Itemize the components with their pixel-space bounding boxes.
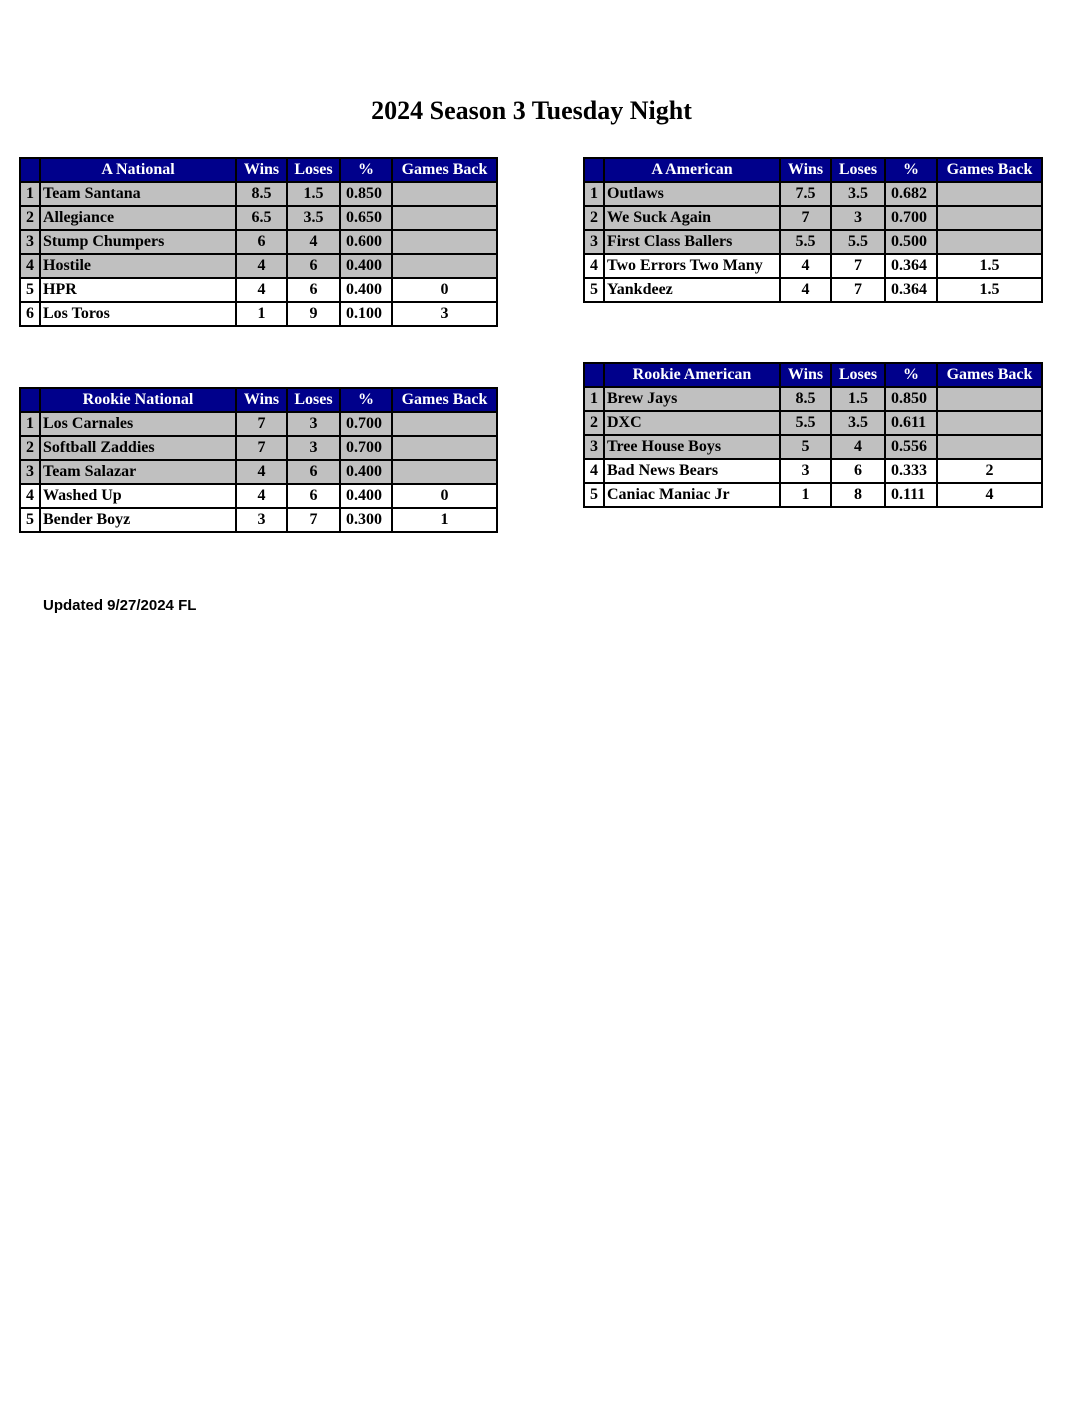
team-name-cell: DXC [604,411,780,435]
table-row [20,206,497,230]
table-row [584,206,1042,230]
standings-body [20,412,497,532]
table-row [20,254,497,278]
games-back-cell [937,182,1042,206]
rank-cell: 3 [584,435,604,459]
wins-header: Wins [236,158,287,182]
pct-cell: 0.400 [340,460,392,484]
division-name-header: A National [40,158,236,182]
loses-header: Loses [831,158,885,182]
games-back-cell [937,411,1042,435]
pct-cell: 0.364 [885,254,937,278]
games-back-cell: 1.5 [937,278,1042,302]
table-header-row [584,158,1042,182]
rookie-american-standings-table [583,362,1043,508]
games-back-cell: 1 [392,508,497,532]
loses-header: Loses [287,158,340,182]
rank-cell: 5 [584,483,604,507]
loses-cell: 3 [287,436,340,460]
wins-cell: 5 [780,435,831,459]
table-row [584,483,1042,507]
games-back-header: Games Back [937,158,1042,182]
games-back-cell [937,387,1042,411]
team-name-cell: Yankdeez [604,278,780,302]
pct-cell: 0.850 [340,182,392,206]
wins-cell: 4 [236,254,287,278]
wins-cell: 6.5 [236,206,287,230]
team-name-cell: Bad News Bears [604,459,780,483]
rank-cell: 1 [20,182,40,206]
team-name-cell: Los Toros [40,302,236,326]
table-row [584,459,1042,483]
games-back-cell [937,206,1042,230]
loses-cell: 3 [287,412,340,436]
rank-cell: 1 [584,182,604,206]
wins-cell: 1 [780,483,831,507]
team-name-cell: Brew Jays [604,387,780,411]
team-name-cell: Two Errors Two Many [604,254,780,278]
table-row [20,508,497,532]
rank-cell: 5 [20,508,40,532]
pct-cell: 0.400 [340,254,392,278]
team-name-cell: Outlaws [604,182,780,206]
loses-cell: 6 [831,459,885,483]
a-american-standings-table [583,157,1043,303]
pct-cell: 0.300 [340,508,392,532]
rank-cell: 2 [20,206,40,230]
loses-cell: 7 [831,278,885,302]
table-row [584,278,1042,302]
wins-cell: 7 [236,436,287,460]
pct-cell: 0.556 [885,435,937,459]
rank-header [20,158,40,182]
pct-header: % [340,388,392,412]
rank-cell: 2 [584,411,604,435]
pct-cell: 0.100 [340,302,392,326]
rank-cell: 6 [20,302,40,326]
page-title: 2024 Season 3 Tuesday Night [371,96,692,125]
pct-cell: 0.600 [340,230,392,254]
standings-body [584,387,1042,507]
loses-cell: 7 [831,254,885,278]
rank-cell: 2 [20,436,40,460]
loses-cell: 1.5 [287,182,340,206]
team-name-cell: Team Santana [40,182,236,206]
loses-cell: 1.5 [831,387,885,411]
table-header-row [20,158,497,182]
pct-cell: 0.682 [885,182,937,206]
pct-cell: 0.700 [340,436,392,460]
rank-header [584,363,604,387]
games-back-cell: 1.5 [937,254,1042,278]
wins-header: Wins [780,363,831,387]
wins-cell: 7.5 [780,182,831,206]
games-back-cell: 0 [392,484,497,508]
loses-cell: 3.5 [287,206,340,230]
games-back-cell [392,206,497,230]
loses-cell: 9 [287,302,340,326]
pct-cell: 0.111 [885,483,937,507]
games-back-cell [392,254,497,278]
rank-cell: 3 [20,230,40,254]
loses-cell: 6 [287,254,340,278]
wins-cell: 1 [236,302,287,326]
loses-cell: 7 [287,508,340,532]
loses-cell: 3 [831,206,885,230]
pct-cell: 0.700 [885,206,937,230]
team-name-cell: Bender Boyz [40,508,236,532]
table-row [20,412,497,436]
wins-cell: 4 [236,278,287,302]
table-row [584,411,1042,435]
rank-cell: 2 [584,206,604,230]
table-row [20,484,497,508]
wins-cell: 5.5 [780,411,831,435]
table-row [20,278,497,302]
team-name-cell: Team Salazar [40,460,236,484]
team-name-cell: Stump Chumpers [40,230,236,254]
loses-cell: 4 [831,435,885,459]
team-name-cell: Caniac Maniac Jr [604,483,780,507]
team-name-cell: Allegiance [40,206,236,230]
games-back-cell [937,435,1042,459]
wins-cell: 8.5 [780,387,831,411]
pct-header: % [885,158,937,182]
loses-cell: 6 [287,484,340,508]
table-row [20,182,497,206]
rank-cell: 4 [584,459,604,483]
loses-cell: 4 [287,230,340,254]
pct-cell: 0.400 [340,484,392,508]
wins-cell: 4 [236,484,287,508]
games-back-cell: 4 [937,483,1042,507]
table-row [584,435,1042,459]
wins-cell: 3 [236,508,287,532]
table-row [20,460,497,484]
rank-cell: 5 [584,278,604,302]
division-name-header: A American [604,158,780,182]
table-row [20,436,497,460]
wins-cell: 4 [780,254,831,278]
team-name-cell: Softball Zaddies [40,436,236,460]
team-name-cell: Hostile [40,254,236,278]
rank-cell: 4 [20,484,40,508]
wins-cell: 3 [780,459,831,483]
loses-cell: 6 [287,460,340,484]
wins-cell: 7 [236,412,287,436]
games-back-cell [392,412,497,436]
loses-cell: 6 [287,278,340,302]
team-name-cell: Tree House Boys [604,435,780,459]
pct-cell: 0.850 [885,387,937,411]
games-back-cell: 3 [392,302,497,326]
pct-cell: 0.611 [885,411,937,435]
updated-note: Updated 9/27/2024 FL [43,597,197,614]
rank-cell: 4 [20,254,40,278]
games-back-cell [392,230,497,254]
team-name-cell: HPR [40,278,236,302]
games-back-cell: 0 [392,278,497,302]
wins-cell: 7 [780,206,831,230]
games-back-cell [392,460,497,484]
loses-cell: 8 [831,483,885,507]
table-header-row [20,388,497,412]
pct-cell: 0.500 [885,230,937,254]
table-row [584,254,1042,278]
rank-cell: 5 [20,278,40,302]
pct-header: % [885,363,937,387]
games-back-header: Games Back [392,158,497,182]
team-name-cell: Los Carnales [40,412,236,436]
pct-cell: 0.400 [340,278,392,302]
games-back-cell [392,182,497,206]
loses-cell: 3.5 [831,182,885,206]
games-back-cell [937,230,1042,254]
wins-cell: 5.5 [780,230,831,254]
wins-cell: 4 [780,278,831,302]
division-name-header: Rookie National [40,388,236,412]
team-name-cell: First Class Ballers [604,230,780,254]
wins-header: Wins [236,388,287,412]
pct-cell: 0.364 [885,278,937,302]
loses-header: Loses [287,388,340,412]
pct-header: % [340,158,392,182]
standings-body [584,182,1042,302]
rookie-national-standings-table [19,387,498,533]
pct-cell: 0.650 [340,206,392,230]
games-back-cell [392,436,497,460]
rank-cell: 4 [584,254,604,278]
wins-cell: 4 [236,460,287,484]
table-row [20,230,497,254]
games-back-header: Games Back [392,388,497,412]
table-row [584,230,1042,254]
team-name-cell: We Suck Again [604,206,780,230]
pct-cell: 0.700 [340,412,392,436]
rank-cell: 3 [20,460,40,484]
standings-body [20,182,497,326]
table-row [20,302,497,326]
team-name-cell: Washed Up [40,484,236,508]
table-row [584,387,1042,411]
wins-cell: 8.5 [236,182,287,206]
rank-cell: 1 [584,387,604,411]
table-row [584,182,1042,206]
a-national-standings-table [19,157,498,327]
wins-header: Wins [780,158,831,182]
pct-cell: 0.333 [885,459,937,483]
table-header-row [584,363,1042,387]
division-name-header: Rookie American [604,363,780,387]
wins-cell: 6 [236,230,287,254]
rank-header [20,388,40,412]
loses-cell: 5.5 [831,230,885,254]
loses-cell: 3.5 [831,411,885,435]
rank-header [584,158,604,182]
games-back-cell: 2 [937,459,1042,483]
rank-cell: 1 [20,412,40,436]
loses-header: Loses [831,363,885,387]
games-back-header: Games Back [937,363,1042,387]
rank-cell: 3 [584,230,604,254]
